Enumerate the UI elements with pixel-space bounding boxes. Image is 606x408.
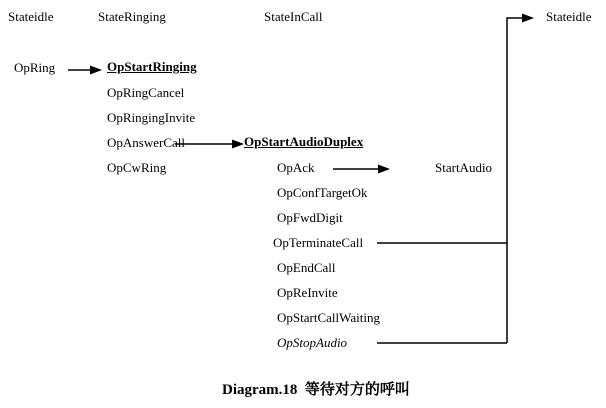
- line-vertical-bus: [507, 18, 523, 343]
- op-cw-ring-label: OpCwRing: [107, 160, 167, 175]
- op-re-invite-label: OpReInvite: [277, 285, 338, 300]
- op-stop-audio-label: OpStopAudio: [277, 335, 348, 350]
- op-end-call-label: OpEndCall: [277, 260, 336, 275]
- op-start-audio-duplex-label: OpStartAudioDuplex: [244, 134, 364, 149]
- op-start-call-waiting-label: OpStartCallWaiting: [277, 310, 380, 325]
- diagram-caption: Diagram.18 等待对方的呼叫: [222, 382, 410, 398]
- op-ringing-invite-label: OpRingingInvite: [107, 110, 196, 125]
- op-terminate-call-label: OpTerminateCall: [273, 235, 364, 250]
- arrow-opanswercall-head-icon: [232, 140, 244, 149]
- start-audio-label: StartAudio: [435, 160, 493, 175]
- op-ring-label: OpRing: [14, 60, 56, 75]
- state-idle-right-label: Stateidle: [546, 9, 592, 24]
- state-ringing-label: StateRinging: [98, 9, 166, 24]
- op-ack-label: OpAck: [277, 160, 315, 175]
- arrow-opring-head-icon: [90, 66, 102, 75]
- op-conf-target-ok-label: OpConfTargetOk: [277, 185, 368, 200]
- state-idle-left-label: Stateidle: [8, 9, 54, 24]
- op-fwd-digit-label: OpFwdDigit: [277, 210, 343, 225]
- op-answer-call-label: OpAnswerCall: [107, 135, 185, 150]
- state-in-call-label: StateInCall: [264, 9, 323, 24]
- arrow-opack-head-icon: [378, 165, 390, 174]
- op-start-ringing-label: OpStartRinging: [107, 59, 197, 74]
- arrow-to-stateidle-head-icon: [522, 14, 534, 23]
- op-ring-cancel-label: OpRingCancel: [107, 85, 185, 100]
